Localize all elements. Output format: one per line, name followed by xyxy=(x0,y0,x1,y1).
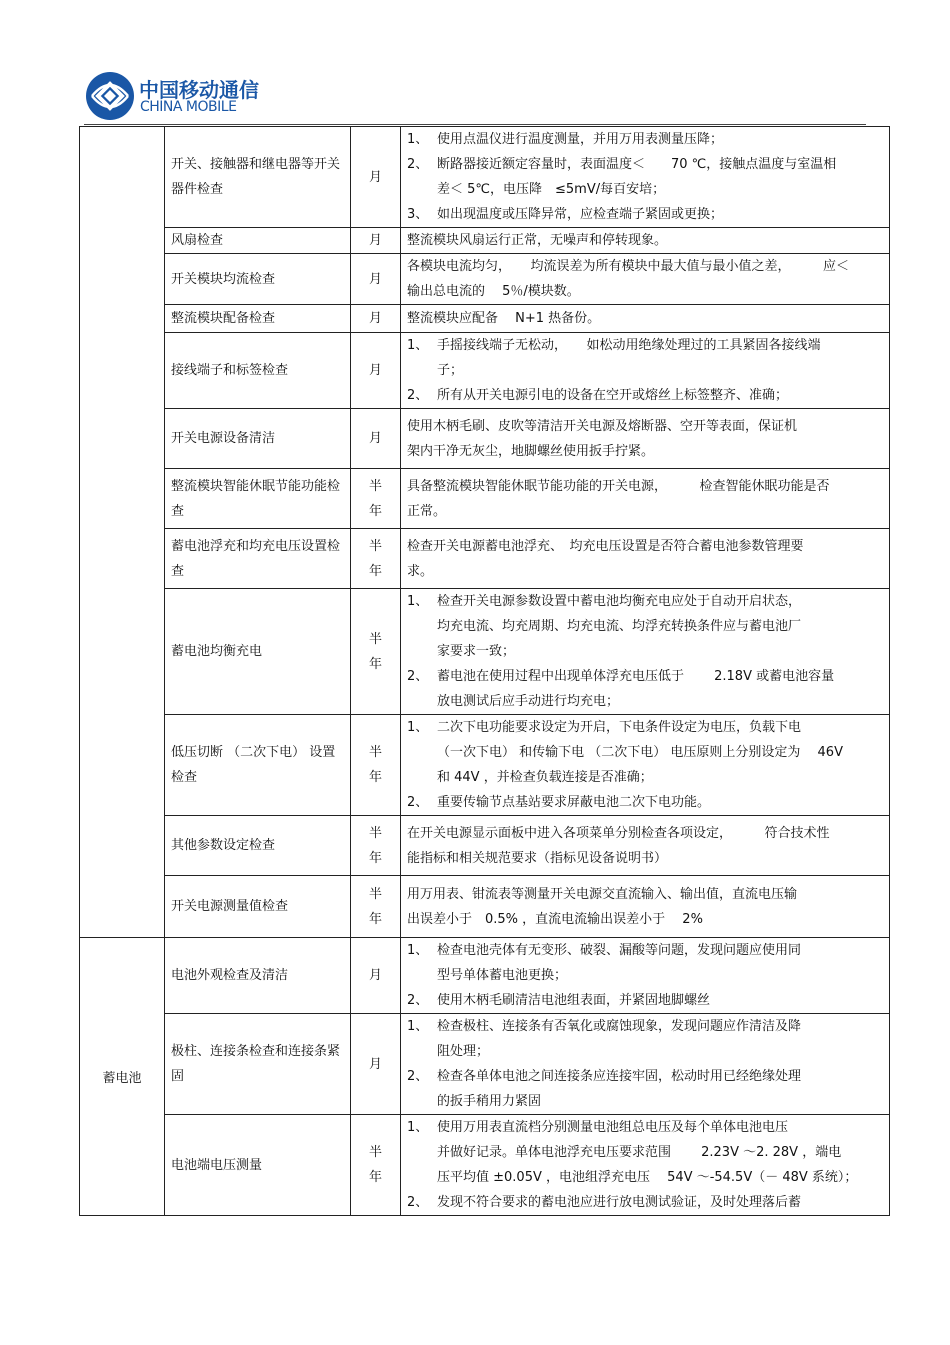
cycle-label: 半年 xyxy=(368,825,382,866)
cycle-cell xyxy=(351,333,401,409)
item-label: 开关模块均流检查 xyxy=(171,271,276,287)
cycle-label: 半年 xyxy=(368,538,382,579)
line-number: 2、 xyxy=(407,1195,429,1210)
line-text: 使用木柄毛刷清洁电池组表面，并紧固地脚螺丝 xyxy=(437,993,711,1008)
line-text: 断路器接近额定容量时，表面温度＜ 70 ℃，接触点温度与室温相 xyxy=(437,157,837,172)
item-cell xyxy=(165,127,351,228)
table-row xyxy=(80,938,890,1014)
line-number xyxy=(407,1140,437,1165)
table-row xyxy=(80,1014,890,1115)
logo-chinese-text: 中国移动通信 xyxy=(139,78,259,102)
description-cell xyxy=(401,816,890,876)
line-number xyxy=(407,177,437,202)
description-line xyxy=(407,715,883,740)
line-number xyxy=(407,765,437,790)
description-cell xyxy=(401,529,890,589)
description-line xyxy=(407,1064,883,1089)
item-label: 开关电源测量值检查 xyxy=(171,899,289,914)
table-row xyxy=(80,333,890,409)
line-text: 正常。 xyxy=(407,503,447,519)
line-number: 1、 xyxy=(407,1120,429,1135)
line-text: 所有从开关电源引电的设备在空开或熔丝上标签整齐、准确； xyxy=(437,388,789,403)
cycle-cell xyxy=(351,127,401,228)
line-text: 使用木柄毛刷、皮吹等清洁开关电源及熔断器、空开等表面，保证机 xyxy=(407,418,798,434)
line-text: 出误差小于 0.5% ，直流电流输出误差小于 2% xyxy=(407,911,703,927)
description-cell xyxy=(401,127,890,228)
description-cell xyxy=(401,589,890,715)
description-line xyxy=(407,765,883,790)
item-label: 开关电源设备清洁 xyxy=(171,431,276,446)
description-line xyxy=(407,279,883,304)
line-text: 和 44V ，并检查负载连接是否准确； xyxy=(437,770,653,785)
line-number xyxy=(407,963,437,988)
description-line xyxy=(407,559,883,584)
item-cell xyxy=(165,876,351,938)
line-text: 架内干净无灰尘，地脚螺丝使用扳手拧紧。 xyxy=(407,443,655,459)
cycle-label: 月 xyxy=(368,169,382,185)
cycle-label: 月 xyxy=(368,1056,382,1072)
cycle-cell xyxy=(351,816,401,876)
line-number xyxy=(407,614,437,639)
item-label: 开关、接触器和继电器等开关器件检查 xyxy=(171,157,341,197)
table-row xyxy=(80,816,890,876)
line-number: 2、 xyxy=(407,388,429,403)
line-text: 使用点温仪进行温度测量，并用万用表测量压降； xyxy=(437,132,724,147)
item-label: 电池端电压测量 xyxy=(171,1157,263,1173)
description-line xyxy=(407,306,883,331)
description-line xyxy=(407,439,883,464)
description-line xyxy=(407,1115,883,1140)
line-text: 检查各单体电池之间连接条应连接牢固，松动时用已经绝缘处理 xyxy=(437,1069,802,1084)
logo-english-text: CHINA MOBILE xyxy=(140,99,237,115)
cycle-label: 月 xyxy=(368,311,382,326)
table-row xyxy=(80,469,890,529)
description-line xyxy=(407,1140,883,1165)
description-line xyxy=(407,821,883,846)
description-line xyxy=(407,152,883,177)
cycle-label: 月 xyxy=(368,271,382,287)
category-cell xyxy=(80,938,165,1216)
table-row xyxy=(80,1115,890,1216)
table-row xyxy=(80,876,890,938)
description-line xyxy=(407,1014,883,1039)
line-text: 差＜ 5℃，电压降 ≤5mV/每百安培； xyxy=(437,182,666,197)
description-line xyxy=(407,639,883,664)
cycle-label: 半年 xyxy=(368,478,382,519)
description-line xyxy=(407,127,883,152)
line-number: 2、 xyxy=(407,1069,429,1084)
description-line xyxy=(407,1190,883,1215)
item-cell xyxy=(165,1014,351,1115)
item-cell xyxy=(165,816,351,876)
description-line xyxy=(407,589,883,614)
description-line xyxy=(407,790,883,815)
description-line xyxy=(407,882,883,907)
description-cell xyxy=(401,469,890,529)
description-line xyxy=(407,474,883,499)
description-line xyxy=(407,383,883,408)
line-text: （一次下电） 和传输下电 （二次下电） 电压原则上分别设定为 46V xyxy=(437,745,843,760)
line-text: 并做好记录。单体电池浮充电压要求范围 2.23V ～2. 28V ，端电 xyxy=(437,1145,842,1160)
cycle-cell xyxy=(351,1014,401,1115)
cycle-label: 月 xyxy=(368,968,382,983)
cycle-cell xyxy=(351,409,401,469)
description-cell xyxy=(401,254,890,305)
cycle-cell xyxy=(351,589,401,715)
description-line xyxy=(407,846,883,871)
description-line xyxy=(407,228,883,253)
cycle-label: 月 xyxy=(368,363,382,378)
cycle-cell xyxy=(351,938,401,1014)
line-number: 2、 xyxy=(407,157,429,172)
line-text: 检查开关电源参数设置中蓄电池均衡充电应处于自动开启状态， xyxy=(437,594,802,609)
line-number: 1、 xyxy=(407,132,429,147)
cycle-cell xyxy=(351,228,401,254)
line-text: 子； xyxy=(437,363,464,378)
line-text: 求。 xyxy=(407,563,434,579)
item-cell xyxy=(165,469,351,529)
category-cell xyxy=(80,127,165,938)
line-text: 家要求一致； xyxy=(437,644,516,659)
description-line xyxy=(407,1039,883,1064)
description-cell xyxy=(401,228,890,254)
line-text: 具备整流模块智能休眠节能功能的开关电源， 检查智能休眠功能是否 xyxy=(407,478,830,494)
item-label: 蓄电池浮充和均充电压设置检查 xyxy=(171,538,341,579)
description-line xyxy=(407,1165,883,1190)
line-number xyxy=(407,639,437,664)
cycle-cell xyxy=(351,529,401,589)
line-number: 1、 xyxy=(407,720,429,735)
table-row xyxy=(80,305,890,333)
description-cell xyxy=(401,1115,890,1216)
description-cell xyxy=(401,333,890,409)
line-number: 2、 xyxy=(407,795,429,810)
cycle-label: 半年 xyxy=(368,631,382,672)
china-mobile-logo-icon xyxy=(84,70,136,122)
description-line xyxy=(407,938,883,963)
description-line xyxy=(407,202,883,227)
line-number: 3、 xyxy=(407,207,429,222)
description-line xyxy=(407,177,883,202)
table-row xyxy=(80,228,890,254)
description-line xyxy=(407,333,883,358)
line-number xyxy=(407,689,437,714)
cycle-label: 月 xyxy=(368,431,382,446)
cycle-cell xyxy=(351,254,401,305)
description-cell xyxy=(401,409,890,469)
item-cell xyxy=(165,254,351,305)
table-row xyxy=(80,529,890,589)
description-line xyxy=(407,664,883,689)
item-label: 整流模块智能休眠节能功能检查 xyxy=(171,478,341,519)
line-text: 的扳手稍用力紧固 xyxy=(437,1094,542,1109)
line-number: 1、 xyxy=(407,594,429,609)
line-text: 用万用表、钳流表等测量开关电源交直流输入、输出值，直流电压输 xyxy=(407,886,798,902)
item-cell xyxy=(165,333,351,409)
description-line xyxy=(407,254,883,279)
line-number xyxy=(407,1165,437,1190)
line-number: 1、 xyxy=(407,943,429,958)
item-cell xyxy=(165,589,351,715)
table-row xyxy=(80,589,890,715)
item-label: 风扇检查 xyxy=(171,233,224,248)
line-text: 整流模块风扇运行正常，无噪声和停转现象。 xyxy=(407,233,668,248)
line-text: 在开关电源显示面板中进入各项菜单分别检查各项设定， 符合技术性 xyxy=(407,825,830,841)
line-text: 重要传输节点基站要求屏蔽电池二次下电功能。 xyxy=(437,795,711,810)
line-number xyxy=(407,1039,437,1064)
table-row xyxy=(80,127,890,228)
line-text: 发现不符合要求的蓄电池应进行放电测试验证，及时处理落后蓄 xyxy=(437,1195,802,1210)
line-number: 2、 xyxy=(407,993,429,1008)
line-text: 手摇接线端子无松动， 如松动用绝缘处理过的工具紧固各接线端 xyxy=(437,338,821,353)
cycle-cell xyxy=(351,876,401,938)
cycle-cell xyxy=(351,715,401,816)
item-label: 接线端子和标签检查 xyxy=(171,363,289,378)
item-cell xyxy=(165,529,351,589)
line-text: 使用万用表直流档分别测量电池组总电压及每个单体电池电压 xyxy=(437,1120,789,1135)
line-text: 能指标和相关规范要求（指标见设备说明书） xyxy=(407,850,668,866)
category-label: 蓄电池 xyxy=(102,1071,142,1086)
table-row xyxy=(80,715,890,816)
cycle-label: 半年 xyxy=(368,745,382,785)
description-line xyxy=(407,963,883,988)
line-number xyxy=(407,1089,437,1114)
description-line xyxy=(407,988,883,1013)
item-label: 低压切断 （二次下电） 设置检查 xyxy=(171,745,336,785)
description-cell xyxy=(401,305,890,333)
line-number: 1、 xyxy=(407,1019,429,1034)
description-line xyxy=(407,689,883,714)
item-label: 蓄电池均衡充电 xyxy=(171,644,263,659)
line-text: 压平均值 ±0.05V ，电池组浮充电压 54V ～-54.5V（－ 48V 系统）； xyxy=(437,1170,858,1185)
line-text: 型号单体蓄电池更换； xyxy=(437,968,568,983)
line-number: 1、 xyxy=(407,338,429,353)
item-label: 极柱、连接条检查和连接条紧固 xyxy=(171,1044,341,1084)
line-text: 输出总电流的 5％/模块数。 xyxy=(407,284,580,299)
line-text: 二次下电功能要求设定为开启，下电条件设定为电压，负载下电 xyxy=(437,720,802,735)
line-text: 检查开关电源蓄电池浮充、 均充电压设置是否符合蓄电池参数管理要 xyxy=(407,538,804,554)
china-mobile-logo xyxy=(84,70,258,122)
line-text: 检查极柱、连接条有否氧化或腐蚀现象，发现问题应作清洁及降 xyxy=(437,1019,802,1034)
table-row xyxy=(80,409,890,469)
item-cell xyxy=(165,305,351,333)
item-label: 其他参数设定检查 xyxy=(171,838,276,853)
item-cell xyxy=(165,938,351,1014)
cycle-label: 半年 xyxy=(368,886,382,927)
description-cell xyxy=(401,938,890,1014)
table-row xyxy=(80,254,890,305)
cycle-cell xyxy=(351,1115,401,1216)
item-cell xyxy=(165,228,351,254)
line-text: 各模块电流均匀， 均流误差为所有模块中最大值与最小值之差， 应＜ xyxy=(407,259,850,274)
line-text: 放电测试后应手动进行均充电； xyxy=(437,694,620,709)
description-line xyxy=(407,534,883,559)
cycle-label: 半年 xyxy=(368,1145,382,1185)
line-text: 均充电流、均充周期、均充电流、均浮充转换条件应与蓄电池厂 xyxy=(437,619,802,634)
description-cell xyxy=(401,876,890,938)
description-line xyxy=(407,907,883,932)
item-cell xyxy=(165,715,351,816)
cycle-cell xyxy=(351,469,401,529)
description-line xyxy=(407,499,883,524)
line-text: 阻处理； xyxy=(437,1044,490,1059)
item-label: 整流模块配备检查 xyxy=(171,311,276,326)
line-text: 如出现温度或压降异常，应检查端子紧固或更换； xyxy=(437,207,724,222)
maintenance-table xyxy=(79,126,890,1216)
line-text: 蓄电池在使用过程中出现单体浮充电压低于 2.18V 或蓄电池容量 xyxy=(437,669,835,684)
line-number xyxy=(407,358,437,383)
header-divider xyxy=(84,124,866,125)
description-line xyxy=(407,740,883,765)
line-text: 检查电池壳体有无变形、破裂、漏酸等问题，发现问题应使用同 xyxy=(437,943,802,958)
line-number xyxy=(407,740,437,765)
item-cell xyxy=(165,1115,351,1216)
item-cell xyxy=(165,409,351,469)
description-cell xyxy=(401,715,890,816)
line-number: 2、 xyxy=(407,669,429,684)
cycle-cell xyxy=(351,305,401,333)
item-label: 电池外观检查及清洁 xyxy=(171,968,289,983)
description-cell xyxy=(401,1014,890,1115)
description-line xyxy=(407,358,883,383)
cycle-label: 月 xyxy=(368,233,382,248)
description-line xyxy=(407,414,883,439)
description-line xyxy=(407,614,883,639)
line-text: 整流模块应配备 N+1 热备份。 xyxy=(407,311,601,326)
description-line xyxy=(407,1089,883,1114)
